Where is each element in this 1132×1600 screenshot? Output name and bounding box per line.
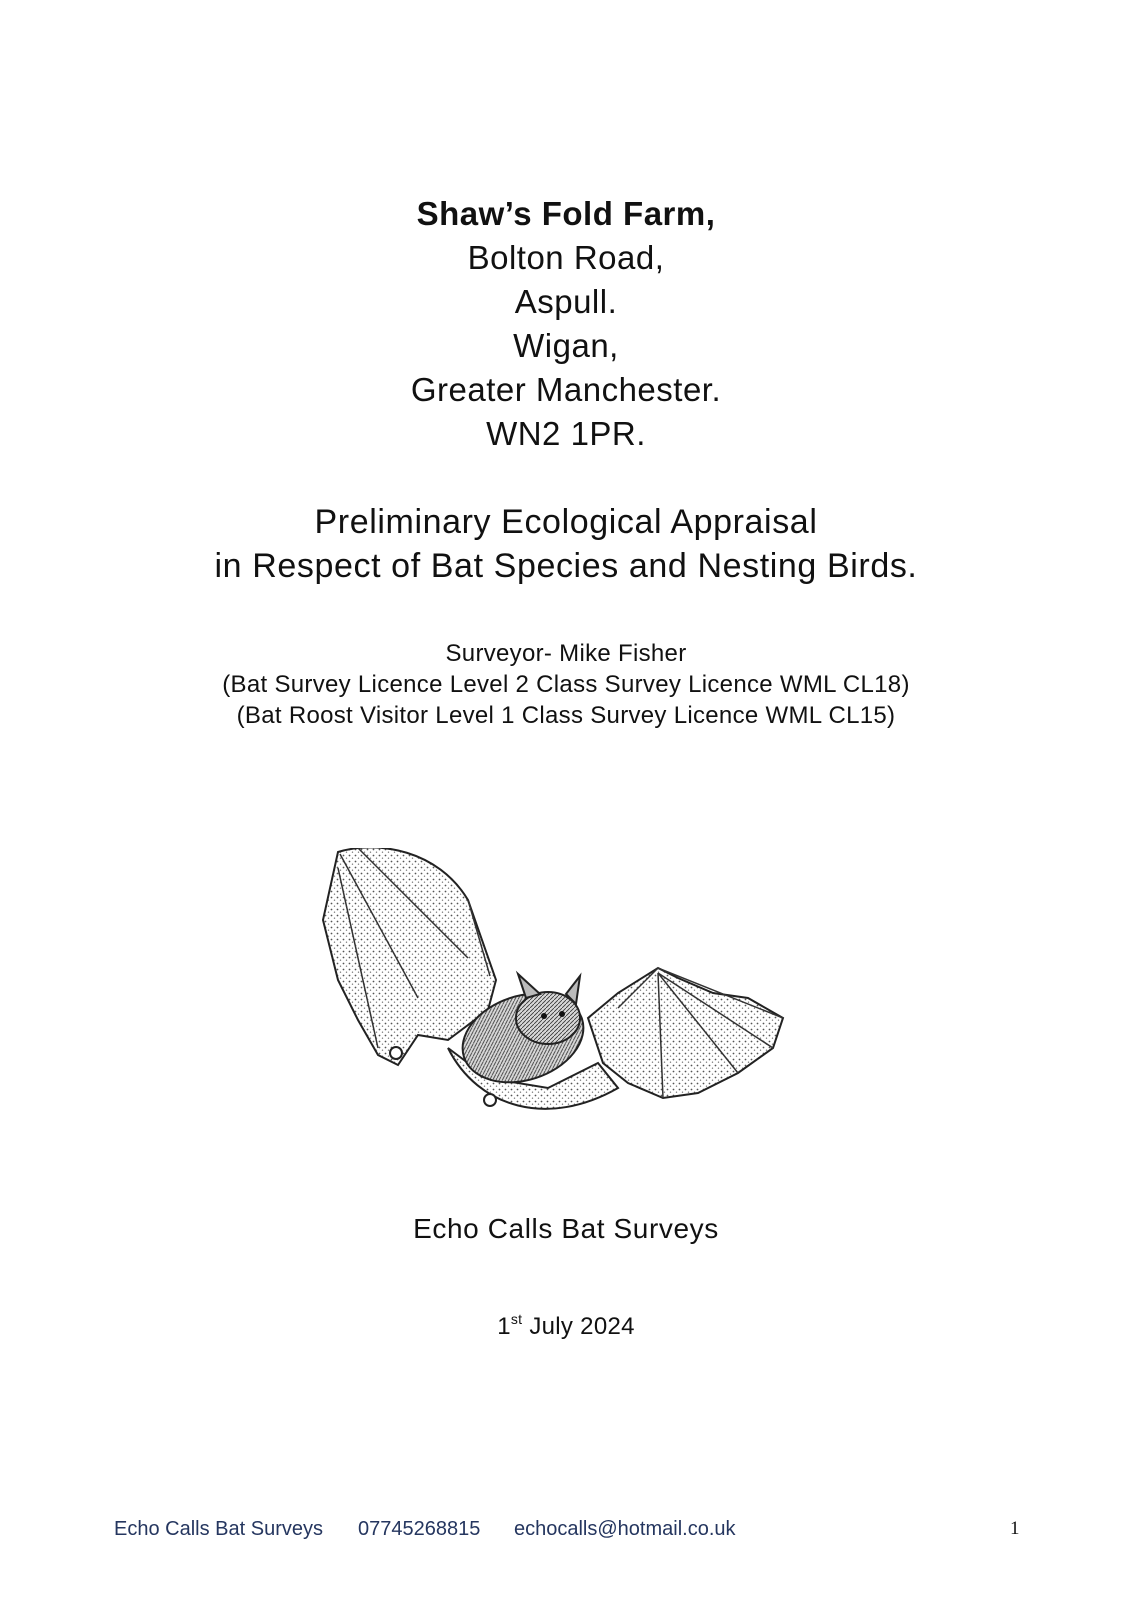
company-name: Echo Calls Bat Surveys — [413, 1213, 719, 1244]
report-title-line-1: Preliminary Ecological Appraisal — [314, 503, 818, 541]
surveyor-licence-1: (Bat Survey Licence Level 2 Class Survey Licence WML CL18) — [222, 671, 910, 698]
farm-name: Shaw’s Fold Farm, — [416, 195, 716, 232]
footer-email: echocalls@hotmail.co.uk — [514, 1518, 736, 1540]
date-suffix: st — [510, 1311, 523, 1327]
address-county: Greater Manchester. — [410, 371, 722, 408]
date-day: 1 — [497, 1313, 511, 1340]
report-title — [0, 500, 1132, 588]
report-title-line-2: in Respect of Bat Species and Nesting Birds. — [214, 547, 918, 585]
site-address — [0, 192, 1132, 456]
address-road: Bolton Road, — [467, 239, 665, 276]
surveyor-name: Surveyor- Mike Fisher — [445, 640, 687, 667]
report-date — [0, 1313, 1132, 1341]
surveyor-licence-2: (Bat Roost Visitor Level 1 Class Survey Licence WML CL15) — [236, 702, 896, 729]
page-footer — [114, 1518, 1034, 1548]
footer-company: Echo Calls Bat Surveys — [114, 1518, 323, 1540]
footer-phone: 07745268815 — [358, 1518, 481, 1540]
page-number: 1 — [1010, 1518, 1020, 1539]
date-month-year: July 2024 — [529, 1313, 635, 1340]
address-postcode: WN2 1PR. — [486, 415, 646, 452]
bat-illustration-icon — [318, 848, 808, 1148]
surveyor-details — [0, 638, 1132, 731]
bat-right-wing — [588, 968, 783, 1098]
address-town: Wigan, — [513, 327, 619, 364]
address-village: Aspull. — [514, 283, 618, 320]
